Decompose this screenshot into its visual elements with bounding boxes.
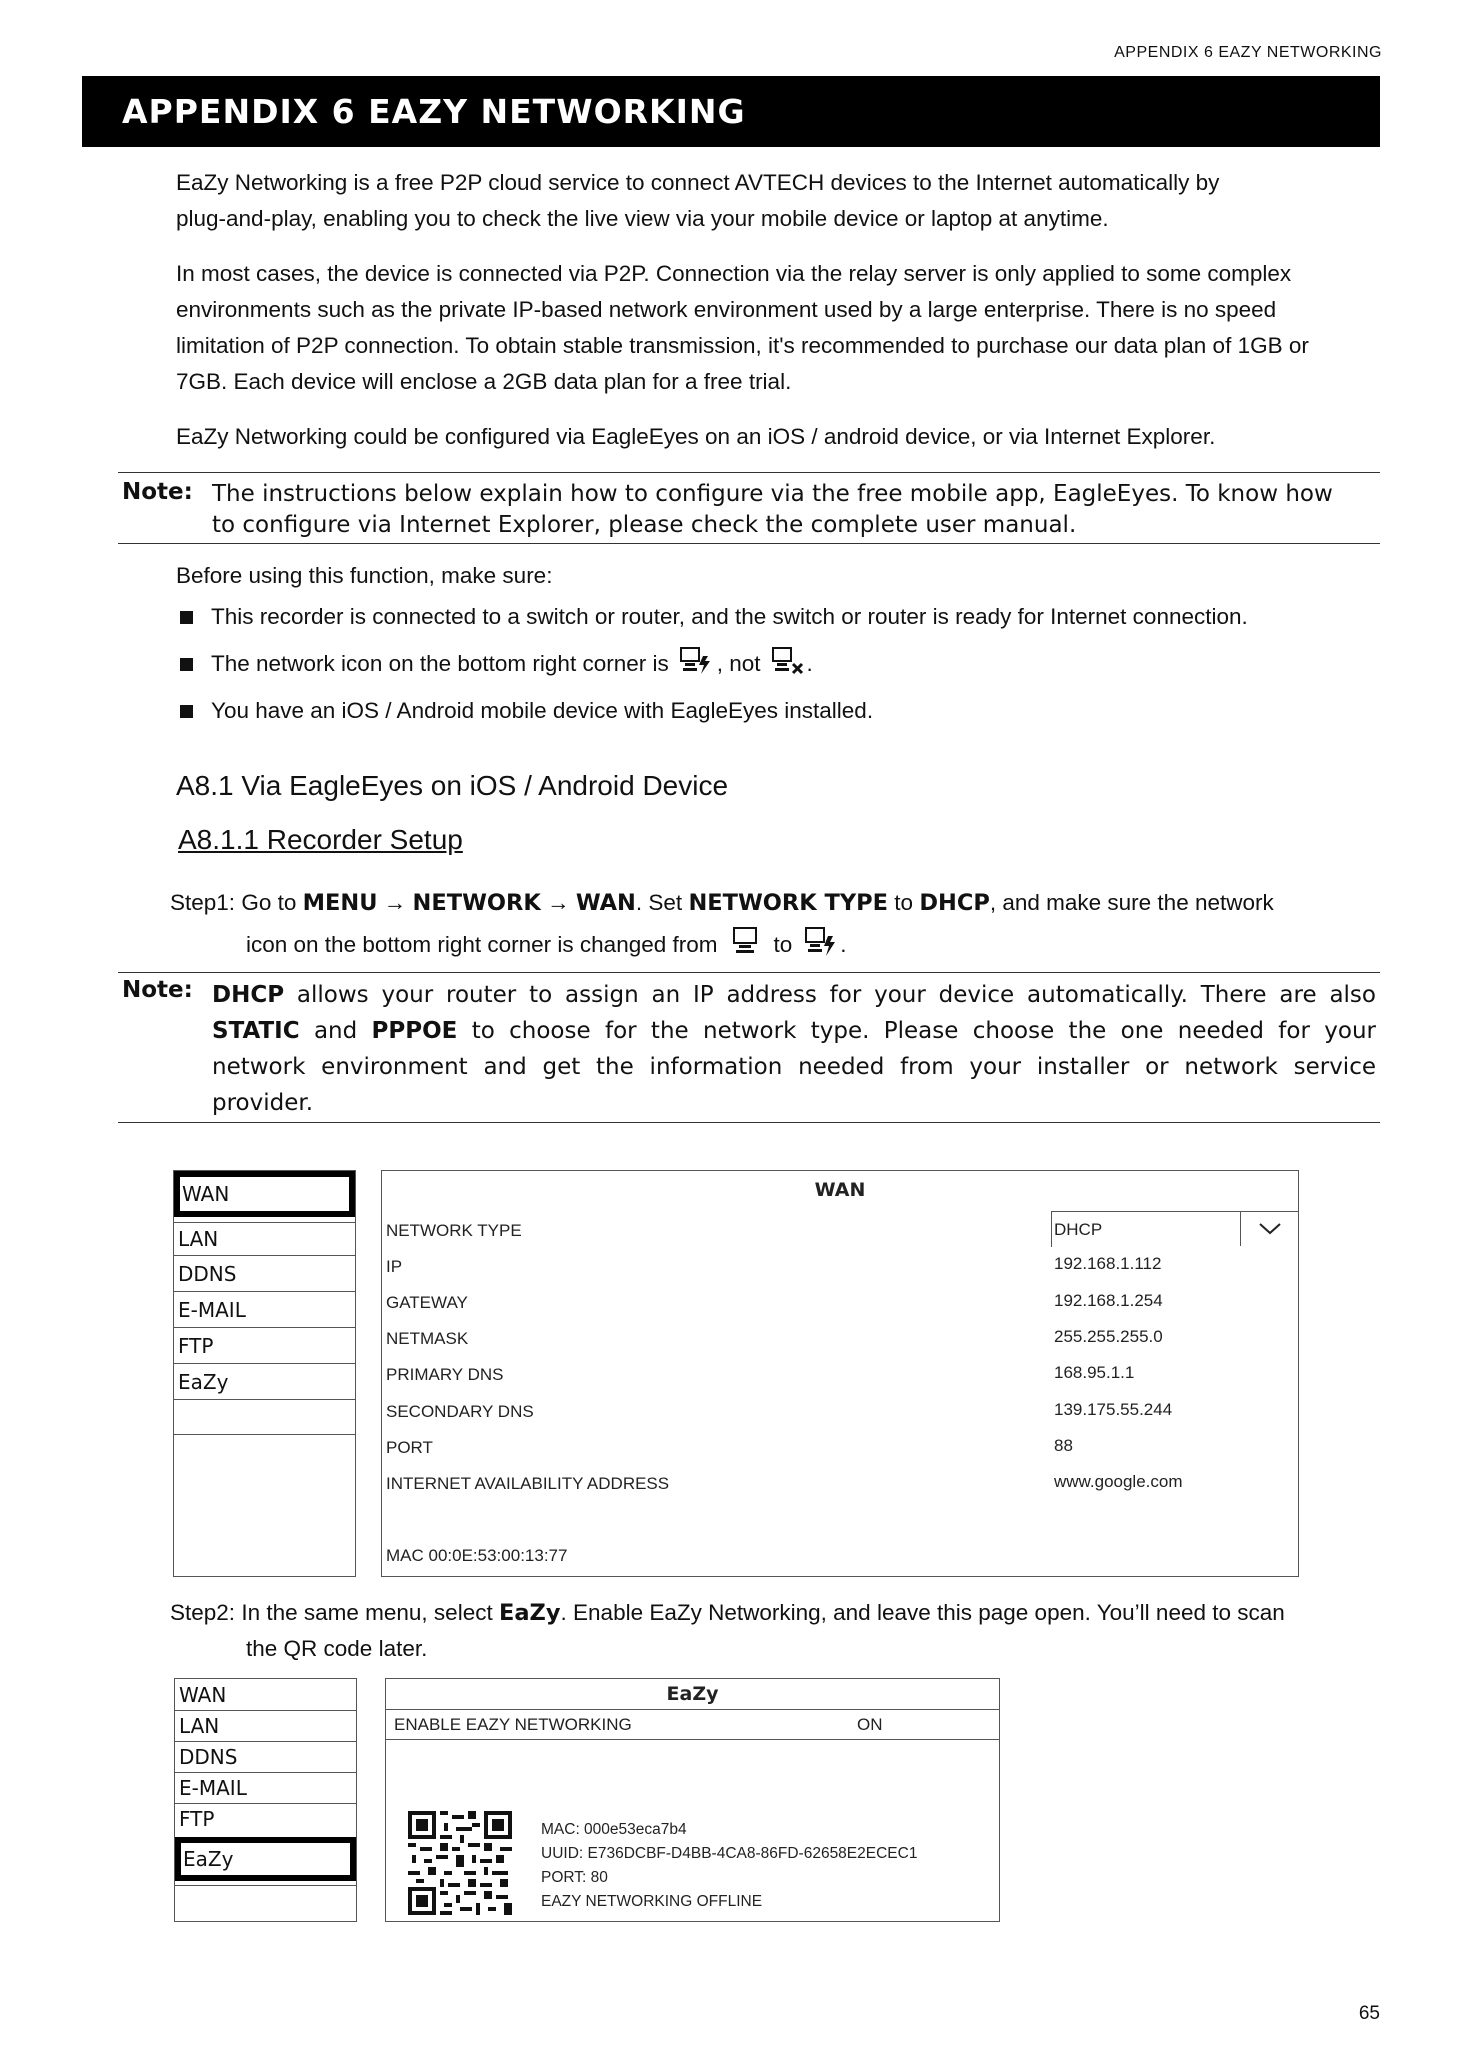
- network-type-term: NETWORK TYPE: [688, 890, 889, 916]
- field-label-gateway: GATEWAY: [386, 1293, 468, 1312]
- mac-address: MAC 00:0E:53:00:13:77: [386, 1546, 568, 1565]
- intro-paragraph-3: EaZy Networking could be configured via EagleEyes on an iOS / android device, or via Internet Explorer.: [176, 424, 1216, 449]
- settings-sidebar: [174, 1678, 357, 1922]
- wan-term: WAN: [575, 890, 636, 916]
- field-value-gateway[interactable]: 192.168.1.254: [1054, 1291, 1163, 1310]
- running-header: APPENDIX 6 EAZY NETWORKING: [1114, 44, 1382, 61]
- field-value-netmask[interactable]: 255.255.255.0: [1054, 1327, 1163, 1346]
- sidebar-item-eazy[interactable]: EaZy: [174, 1363, 355, 1399]
- square-bullet-icon: [180, 705, 193, 718]
- eazy-status: EAZY NETWORKING OFFLINE: [541, 1893, 763, 1910]
- note-text: DHCP allows your router to assign an IP address for your device automatically. There are also STATIC and PPPOE to choose for the network type. Please choose the one needed for your network environment and get the information needed from your installer or network service provider.: [212, 982, 1376, 1116]
- bullet-item: You have an iOS / Android mobile device with EagleEyes installed.: [180, 698, 873, 724]
- subsection-heading: A8.1.1 Recorder Setup: [178, 824, 463, 855]
- note-label: Note:: [122, 977, 193, 1003]
- section-heading: A8.1 Via EagleEyes on iOS / Android Device: [176, 770, 729, 801]
- network-disconnected-icon: [771, 646, 805, 682]
- eazy-device-info: [541, 1818, 917, 1914]
- enable-eazy-label: ENABLE EAZY NETWORKING: [394, 1715, 632, 1734]
- network-plain-icon: [730, 926, 764, 964]
- field-value-internet-address[interactable]: www.google.com: [1054, 1472, 1183, 1491]
- field-value-primary-dns[interactable]: 168.95.1.1: [1054, 1363, 1135, 1382]
- chevron-down-icon[interactable]: [1240, 1212, 1299, 1246]
- sidebar-item-ddns[interactable]: DDNS: [175, 1741, 356, 1772]
- sidebar-item-lan[interactable]: LAN: [175, 1710, 356, 1741]
- menu-term: MENU: [302, 890, 378, 916]
- sidebar-item-ftp[interactable]: FTP: [174, 1327, 355, 1363]
- sidebar-item-wan[interactable]: WAN: [179, 1682, 227, 1707]
- field-label-primary-dns: PRIMARY DNS: [386, 1365, 504, 1384]
- bullet-item: The network icon on the bottom right corner is , not .: [180, 646, 813, 682]
- field-label-internet-address: INTERNET AVAILABILITY ADDRESS: [386, 1474, 670, 1493]
- eazy-term: EaZy: [498, 1600, 561, 1626]
- step-2-line-2: the QR code later.: [246, 1636, 428, 1661]
- sidebar-item-email[interactable]: E-MAIL: [175, 1772, 356, 1803]
- chapter-banner: [82, 76, 1380, 147]
- note-label: Note:: [122, 479, 193, 505]
- eazy-port: PORT: 80: [541, 1869, 608, 1886]
- field-label-ip: IP: [386, 1257, 403, 1276]
- settings-sidebar: [173, 1170, 356, 1577]
- note-box-1: [118, 472, 1380, 544]
- sidebar-item-ddns[interactable]: DDNS: [174, 1255, 355, 1291]
- step-1-line-1: Step1: Go to MENU → NETWORK → WAN. Set NETWORK TYPE to DHCP, and make sure the network: [170, 890, 1274, 916]
- chapter-title: APPENDIX 6 EAZY NETWORKING: [122, 92, 746, 131]
- field-label-port: PORT: [386, 1438, 433, 1457]
- network-term: NETWORK: [412, 890, 541, 916]
- page-number: 65: [1358, 2003, 1380, 2024]
- network-connected-icon: [679, 646, 713, 682]
- intro-paragraph-1: EaZy Networking is a free P2P cloud service to connect AVTECH devices to the Internet automatically by plug-and-play, enabling you to check the live view via your mobile device or laptop at anytime.: [176, 170, 1220, 231]
- field-label-netmask: NETMASK: [386, 1329, 469, 1348]
- wan-settings-screen: [173, 1170, 1299, 1577]
- sidebar-item-empty: [175, 1885, 356, 1921]
- dhcp-term: DHCP: [919, 890, 990, 916]
- sidebar-item-ftp[interactable]: FTP: [175, 1803, 356, 1834]
- enable-eazy-toggle[interactable]: ON: [857, 1715, 883, 1734]
- eazy-mac: MAC: 000e53eca7b4: [541, 1821, 687, 1838]
- field-value-ip[interactable]: 192.168.1.112: [1054, 1254, 1162, 1273]
- enable-eazy-row: [386, 1709, 999, 1740]
- qr-code-icon: [408, 1811, 512, 1915]
- note-box-2: [118, 972, 1380, 1123]
- intro-paragraph-2: In most cases, the device is connected via P2P. Connection via the relay server is only applied to some complex environments such as the private IP-based network environment used by a large enterprise. There is no speed limitation of P2P connection. To obtain stable transmission, it's recommended to purchase our data plan of 1GB or 7GB. Each device will enclose a 2GB data plan for a free trial.: [176, 261, 1309, 394]
- eazy-panel: [385, 1678, 1000, 1922]
- panel-title: EaZy: [666, 1683, 719, 1705]
- sidebar-item-lan[interactable]: LAN: [174, 1222, 355, 1255]
- network-type-value: DHCP: [1054, 1220, 1103, 1239]
- panel-title: WAN: [814, 1179, 866, 1201]
- bullet-item: This recorder is connected to a switch or router, and the switch or router is ready for Internet connection.: [180, 604, 1248, 630]
- field-value-port[interactable]: 88: [1054, 1436, 1073, 1455]
- square-bullet-icon: [180, 611, 193, 624]
- sidebar-item-eazy[interactable]: EaZy: [175, 1837, 356, 1881]
- field-label-network-type: NETWORK TYPE: [386, 1221, 522, 1240]
- field-value-secondary-dns[interactable]: 139.175.55.244: [1054, 1400, 1173, 1419]
- note-text: The instructions below explain how to configure via the free mobile app, EagleEyes. To know how to configure via Internet Explorer, please check the complete user manual.: [212, 481, 1333, 538]
- eazy-settings-screen: [174, 1676, 1000, 1924]
- prereq-intro: Before using this function, make sure:: [176, 563, 553, 588]
- wan-panel: [381, 1170, 1299, 1577]
- step-1-line-2: icon on the bottom right corner is changed from to .: [246, 926, 847, 964]
- eazy-uuid: UUID: E736DCBF-D4BB-4CA8-86FD-62658E2ECEC1: [541, 1845, 918, 1862]
- sidebar-item-wan[interactable]: WAN: [174, 1171, 355, 1217]
- sidebar-item-email[interactable]: E-MAIL: [174, 1291, 355, 1327]
- network-connected-icon: [804, 926, 838, 964]
- field-label-secondary-dns: SECONDARY DNS: [386, 1402, 534, 1421]
- sidebar-item-empty: [174, 1399, 355, 1435]
- step-2-line-1: Step2: In the same menu, select EaZy. Enable EaZy Networking, and leave this page open. You’ll need to scan: [170, 1600, 1285, 1626]
- network-type-select[interactable]: [1051, 1211, 1299, 1247]
- square-bullet-icon: [180, 658, 193, 671]
